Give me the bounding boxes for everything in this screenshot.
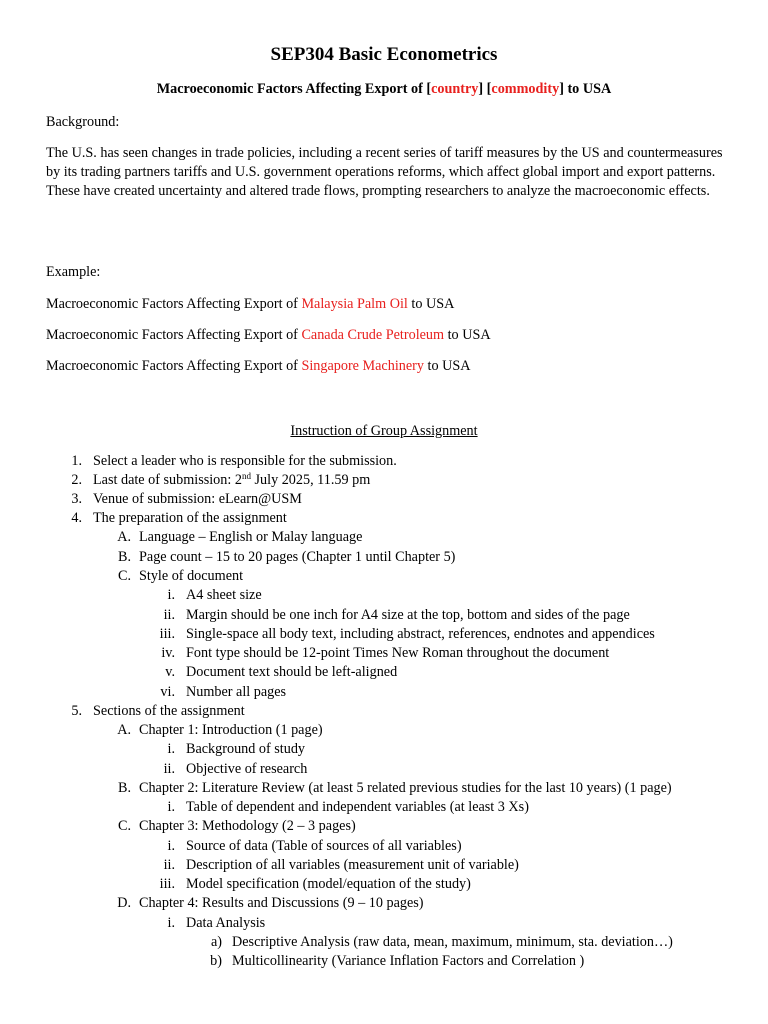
subtitle-commodity: commodity: [491, 81, 560, 97]
list-item: The preparation of the assignment: [93, 510, 287, 526]
list-item: Language – English or Malay language: [139, 529, 363, 545]
list-roman: vi.: [160, 684, 175, 700]
example-item: Malaysia Palm Oil: [301, 296, 408, 312]
example-item: Singapore Machinery: [301, 358, 424, 374]
list-roman: iv.: [161, 645, 175, 661]
list-roman: v.: [165, 664, 175, 680]
background-label: Background:: [46, 114, 120, 130]
list-item: A4 sheet size: [186, 587, 262, 603]
instruction-heading: Instruction of Group Assignment: [290, 423, 478, 439]
list-letter: A.: [117, 722, 131, 738]
list-roman: i.: [167, 915, 175, 931]
example-suffix: to USA: [423, 358, 471, 374]
example-line: [46, 358, 470, 375]
example-line: [46, 327, 491, 344]
list-item: Chapter 1: Introduction (1 page): [139, 722, 323, 738]
list-item: Font type should be 12-point Times New Roman throughout the document: [186, 645, 610, 661]
list-item: Descriptive Analysis (raw data, mean, maximum, minimum, sta. deviation…): [232, 934, 673, 950]
list-item: Select a leader who is responsible for the submission.: [93, 453, 397, 469]
assignment-subtitle: [0, 81, 768, 98]
list-item: Single-space all body text, including abstract, references, endnotes and appendices: [186, 626, 655, 642]
list-item: Table of dependent and independent variables (at least 3 Xs): [186, 799, 529, 815]
subtitle-mid: ] [: [478, 81, 492, 97]
list-roman: ii.: [163, 607, 175, 623]
example-item: Canada Crude Petroleum: [301, 327, 445, 343]
list-number: 2.: [71, 472, 82, 488]
list-item: Chapter 2: Literature Review (at least 5 related previous studies for the last 10 years) (1 page): [139, 780, 672, 796]
list-roman: i.: [167, 587, 175, 603]
list-item: [93, 472, 370, 489]
background-paragraph: The U.S. has seen changes in trade policies, including a recent series of tariff measures by the US and countermeasures by its trading partners tariffs and U.S. government operations reforms, which affect global import and export patterns. These have created uncertainty and altered trade flows, prompting researchers to analyze the macroeconomic effects.: [46, 145, 723, 199]
list-roman: iii.: [159, 876, 175, 892]
list-item: Document text should be left-aligned: [186, 664, 398, 680]
list-item: Venue of submission: eLearn@USM: [93, 491, 302, 507]
list-number: 5.: [71, 703, 82, 719]
list-number: 4.: [71, 510, 82, 526]
list-item: Background of study: [186, 741, 306, 757]
list-letter: C.: [117, 568, 131, 584]
list-roman: iii.: [159, 626, 175, 642]
list-item: Chapter 3: Methodology (2 – 3 pages): [139, 818, 356, 834]
list-roman: i.: [167, 799, 175, 815]
list-letter: B.: [117, 780, 131, 796]
list-item: Style of document: [139, 568, 244, 584]
document-title: SEP304 Basic Econometrics: [270, 44, 498, 65]
list-item: Description of all variables (measurement unit of variable): [186, 857, 519, 873]
list-roman: ii.: [163, 857, 175, 873]
list-letter: B.: [117, 549, 131, 565]
example-label: Example:: [46, 264, 101, 280]
example-line: [46, 296, 454, 313]
example-prefix: Macroeconomic Factors Affecting Export of: [46, 327, 302, 343]
list-item: Source of data (Table of sources of all variables): [186, 838, 462, 854]
list-letter: A.: [117, 529, 131, 545]
subtitle-suffix: ] to USA: [559, 81, 612, 97]
submission-date-sup: nd: [241, 471, 251, 481]
list-item: Page count – 15 to 20 pages (Chapter 1 until Chapter 5): [139, 549, 456, 565]
list-number: 1.: [71, 453, 82, 469]
list-item: Objective of research: [186, 761, 308, 777]
subtitle-prefix: Macroeconomic Factors Affecting Export of [: [156, 81, 432, 97]
list-alpha: a): [210, 934, 222, 950]
list-item: Model specification (model/equation of the study): [186, 876, 471, 892]
list-roman: i.: [167, 838, 175, 854]
list-item: Multicollinearity (Variance Inflation Factors and Correlation ): [232, 953, 585, 969]
list-letter: C.: [117, 818, 131, 834]
list-item: Chapter 4: Results and Discussions (9 – 10 pages): [139, 895, 424, 911]
list-letter: D.: [117, 895, 131, 911]
list-item: Number all pages: [186, 684, 287, 700]
example-suffix: to USA: [407, 296, 455, 312]
example-prefix: Macroeconomic Factors Affecting Export of: [46, 358, 302, 374]
list-roman: i.: [167, 741, 175, 757]
example-prefix: Macroeconomic Factors Affecting Export of: [46, 296, 302, 312]
list-item: Margin should be one inch for A4 size at the top, bottom and sides of the page: [186, 607, 630, 623]
list-number: 3.: [71, 491, 82, 507]
submission-date-pre: Last date of submission: 2: [93, 472, 242, 488]
example-suffix: to USA: [444, 327, 491, 343]
submission-date-post: July 2025, 11.59 pm: [250, 472, 371, 488]
list-item: Data Analysis: [186, 915, 266, 931]
list-alpha: b): [210, 953, 222, 969]
list-item: Sections of the assignment: [93, 703, 245, 719]
list-roman: ii.: [163, 761, 175, 777]
subtitle-country: country: [431, 81, 479, 97]
